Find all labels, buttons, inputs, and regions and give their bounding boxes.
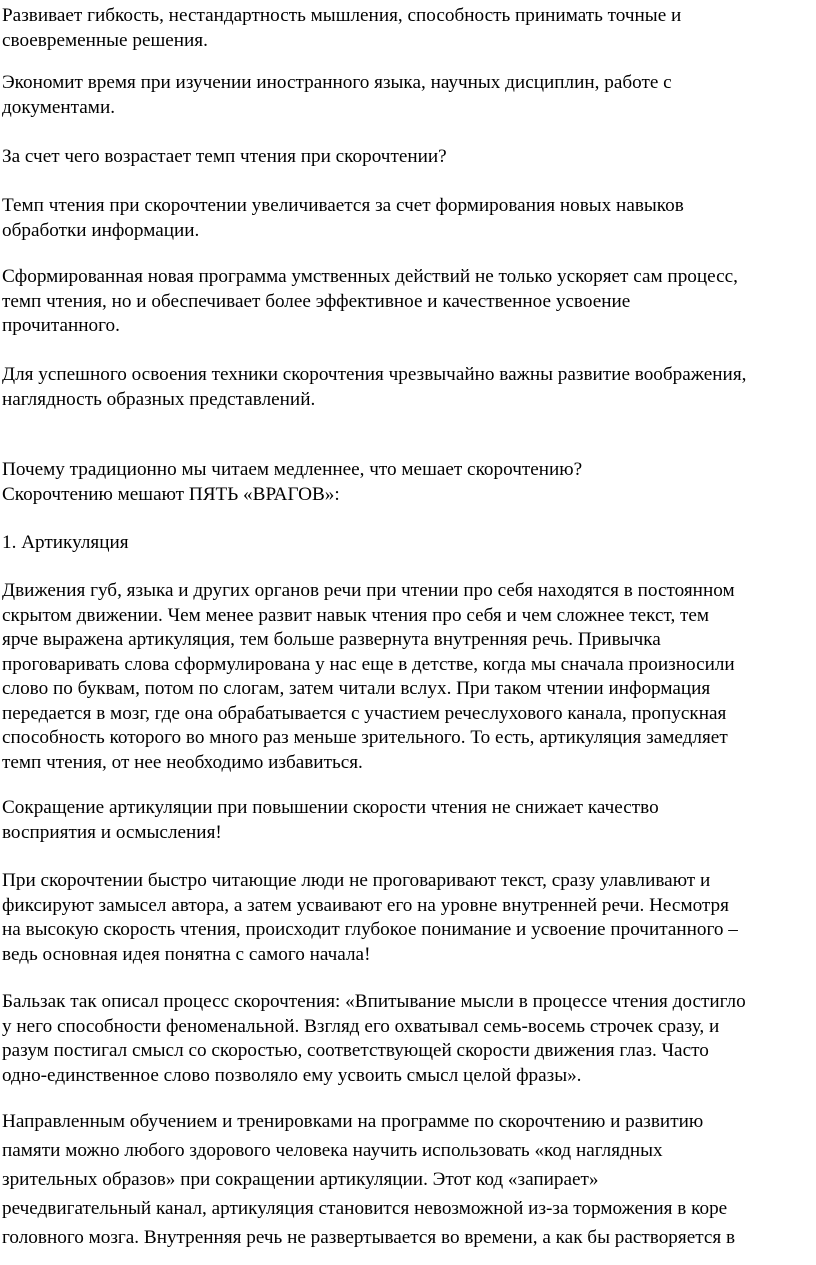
text-line: Сформированная новая программа умственных действий не только ускоряет сам процесс, bbox=[2, 266, 738, 287]
paragraph-imagination bbox=[2, 363, 816, 412]
text-line: проговаривать слова сформулирована у нас еще в детстве, когда мы сначала произносили bbox=[2, 653, 735, 675]
text-line: фиксируют замысел автора, а затем усваивают его на уровне внутренней речи. Несмотря bbox=[2, 894, 729, 916]
text-line: скрытом движении. Чем менее развит навык чтения про себя и чем сложнее текст, тем bbox=[2, 604, 710, 626]
text-line: передается в мозг, где она обрабатывается с участием речеслухового канала, пропускная bbox=[2, 702, 727, 724]
text-line: Направленным обучением и тренировками на программе по скорочтению и развитию bbox=[2, 1111, 704, 1132]
text-line: способность которого во много раз меньше зрительного. То есть, артикуляция замедляет bbox=[2, 727, 728, 748]
text-line: наглядность образных представлений. bbox=[2, 388, 316, 410]
text-line: Бальзак так описал процесс скорочтения: «Впитывание мысли в процессе чтения достигло bbox=[2, 991, 746, 1012]
text-line: ведь основная идея понятна с самого начала! bbox=[2, 943, 371, 965]
text-line: своевременные решения. bbox=[2, 29, 208, 51]
paragraph-five-enemies bbox=[2, 458, 816, 507]
text-line: Скорочтению мешают ПЯТЬ «ВРАГОВ»: bbox=[2, 483, 340, 505]
text-line: Для успешного освоения техники скорочтения чрезвычайно важны развитие воображения, bbox=[2, 364, 747, 385]
text-line: одно-единственное слово позволяло ему усвоить смысл целой фразы». bbox=[2, 1064, 582, 1086]
text-line: темп чтения, но и обеспечивает более эффективное и качественное усвоение bbox=[2, 290, 631, 312]
text-line: на высокую скорость чтения, происходит глубокое понимание и усвоение прочитанного – bbox=[2, 919, 738, 940]
text-line: разум постигал смысл со скоростью, соответствующей скорости движения глаз. Часто bbox=[2, 1040, 709, 1061]
paragraph-new-program bbox=[2, 265, 816, 339]
paragraph-balzac bbox=[2, 990, 816, 1088]
text-line: За счет чего возрастает темп чтения при скорочтении? bbox=[2, 146, 447, 167]
text-line: Развивает гибкость, нестандартность мышления, способность принимать точные и bbox=[2, 5, 682, 26]
text-line: 1. Артикуляция bbox=[2, 532, 129, 553]
text-line: Темп чтения при скорочтении увеличивается за счет формирования новых навыков bbox=[2, 195, 684, 216]
text-line: ярче выражена артикуляция, тем больше развернута внутренняя речь. Привычка bbox=[2, 629, 661, 650]
section-heading-articulation bbox=[2, 531, 816, 556]
paragraph-fast-readers bbox=[2, 869, 816, 967]
text-line: памяти можно любого здорового человека научить использовать «код наглядных bbox=[2, 1140, 663, 1161]
paragraph-reduction bbox=[2, 796, 816, 845]
text-line: Экономит время при изучении иностранного языка, научных дисциплин, работе с bbox=[2, 72, 672, 93]
text-line: документами. bbox=[2, 96, 116, 118]
text-line: головного мозга. Внутренняя речь не развертывается во времени, а как бы растворяется в bbox=[2, 1227, 736, 1248]
text-line: прочитанного. bbox=[2, 315, 120, 336]
text-line: слово по буквам, потом по слогам, затем читали вслух. При таком чтении информация bbox=[2, 678, 711, 699]
text-line: При скорочтении быстро читающие люди не проговаривают текст, сразу улавливают и bbox=[2, 870, 711, 891]
text-line: Движения губ, языка и других органов речи при чтении про себя находятся в постоянном bbox=[2, 580, 735, 601]
paragraph-flexibility bbox=[2, 4, 816, 53]
paragraph-saves-time bbox=[2, 71, 816, 120]
paragraph-question-tempo bbox=[2, 145, 816, 170]
text-line: речедвигательный канал, артикуляция становится невозможной из-за торможения в коре bbox=[2, 1198, 728, 1219]
text-line: Почему традиционно мы читаем медленнее, что мешает скорочтению? bbox=[2, 459, 583, 480]
paragraph-articulation bbox=[2, 579, 816, 775]
text-line: зрительных образов» при сокращении артикуляции. Этот код «запирает» bbox=[2, 1169, 599, 1190]
text-line: у него способности феноменальной. Взгляд его охватывал семь-восемь строчек сразу, и bbox=[2, 1015, 720, 1037]
text-line: обработки информации. bbox=[2, 219, 200, 241]
text-line: Сокращение артикуляции при повышении скорости чтения не снижает качество bbox=[2, 797, 659, 818]
text-line: восприятия и осмысления! bbox=[2, 821, 222, 843]
text-line: темп чтения, от нее необходимо избавиться. bbox=[2, 751, 363, 773]
paragraph-tempo-answer bbox=[2, 194, 816, 243]
paragraph-training bbox=[2, 1110, 816, 1255]
